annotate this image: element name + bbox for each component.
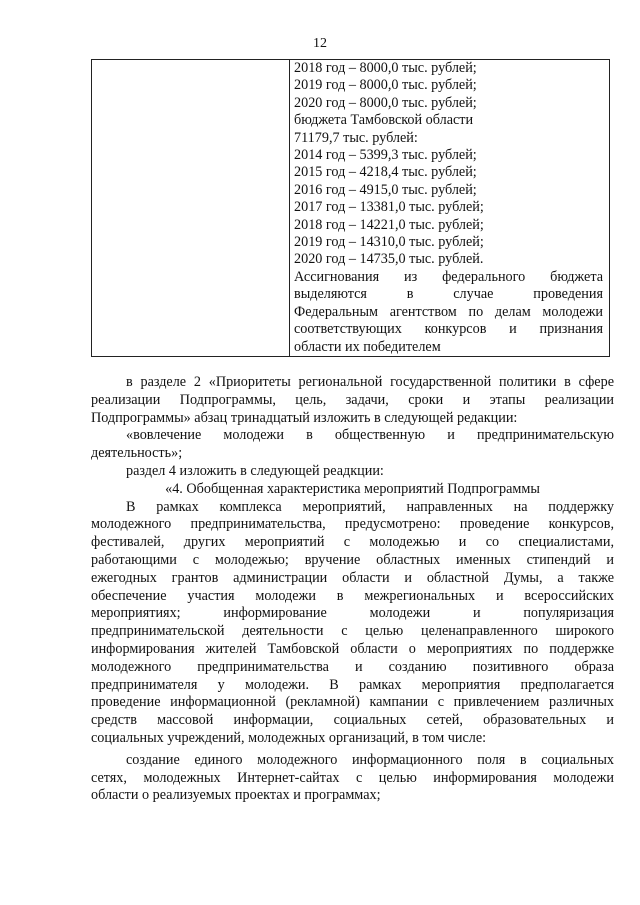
funding-line: 2018 год – 14221,0 тыс. рублей;: [294, 216, 484, 233]
text-line: в разделе 2 «Приоритеты региональной государственной политики в сфере: [126, 374, 614, 390]
federal-note-line: соответствующих конкурсов и признания: [294, 321, 603, 338]
federal-note-line: Федеральным агентством по делам молодежи: [294, 303, 603, 320]
funding-line: 2019 год – 14310,0 тыс. рублей;: [294, 234, 484, 251]
paragraph-quote-involvement: [91, 427, 614, 463]
text-line: предпринимателя у молодежи. В рамках мероприятия предполагается: [91, 676, 614, 693]
text-line: молодежного предпринимательства, предусмотрено: проведение конкурсов,: [91, 516, 614, 533]
text-line: фестивалей, других мероприятий с молодежью и со специалистами,: [91, 534, 614, 551]
funding-line: бюджета Тамбовской области: [294, 112, 474, 129]
text-line: средств массовой информации, социальных сетей, образовательных и: [91, 712, 614, 729]
text-line: области о реализуемых проектах и программах;: [91, 787, 381, 804]
text-line: раздел 4 изложить в следующей реадкции:: [126, 462, 384, 479]
funding-line: 2014 год – 5399,3 тыс. рублей;: [294, 147, 477, 164]
text-line: создание единого молодежного информационного поля в социальных: [126, 751, 614, 768]
federal-note-line: области их победителем: [294, 338, 441, 355]
text-line: «вовлечение молодежи в общественную и предпринимательскую: [126, 427, 614, 444]
text-line: реализации Подпрограммы, цель, задачи, сроки и этапы реализации: [91, 391, 614, 408]
funding-line: 2017 год – 13381,0 тыс. рублей;: [294, 199, 484, 216]
text-line: Подпрограммы» абзац тринадцатый изложить в следующей редакции:: [91, 409, 518, 426]
paragraph-section2-amendment: [91, 374, 614, 427]
paragraph-measures: [91, 499, 614, 748]
text-line: сетях, молодежных Интернет-сайтах с целью информирования молодежи: [91, 769, 614, 786]
text-line: деятельность»;: [91, 445, 183, 462]
funding-line: 2020 год – 14735,0 тыс. рублей.: [294, 251, 484, 268]
text-line: обеспечение участия молодежи в межрегиональных и всероссийских: [91, 587, 614, 604]
text-line: ежегодных грантов администрации области и областной Думы, а также: [91, 569, 614, 586]
paragraph-info-field: [91, 752, 614, 805]
text-line: социальных учреждений, молодежных организаций, в том числе:: [91, 729, 487, 746]
text-line: работающими с молодежью; вручение областных именных стипендий и: [91, 551, 614, 568]
table-cell-funding: [290, 60, 610, 357]
text-line: мероприятиях; информирование молодежи и популяризация: [91, 605, 614, 622]
funding-table: [91, 59, 610, 357]
funding-line: 2019 год – 8000,0 тыс. рублей;: [294, 77, 477, 94]
federal-note-line: выделяются в случае проведения: [294, 286, 603, 303]
text-line: молодежного предпринимательства и созданию позитивного образа: [91, 658, 614, 675]
table-row: [92, 60, 610, 357]
section-heading-text: «4. Обобщенная характеристика мероприятий Подпрограммы: [165, 480, 540, 497]
text-line: проведение информационной (рекламной) кампании с привлечением различных: [91, 694, 614, 711]
body-text: [91, 374, 614, 805]
text-line: В рамках комплекса мероприятий, направленных на поддержку: [126, 498, 614, 515]
page-number: 12: [313, 36, 327, 51]
paragraph-section4-amendment: [91, 463, 614, 481]
funding-line: 2020 год – 8000,0 тыс. рублей;: [294, 94, 477, 111]
funding-line: 2016 год – 4915,0 тыс. рублей;: [294, 181, 477, 198]
funding-line: 2015 год – 4218,4 тыс. рублей;: [294, 164, 477, 181]
text-line: информирования жителей Тамбовской области о мероприятиях по поддержке: [91, 640, 614, 657]
funding-line: 2018 год – 8000,0 тыс. рублей;: [294, 60, 477, 76]
federal-note-line: Ассигнования из федерального бюджета: [294, 268, 603, 285]
table-cell-empty: [92, 60, 290, 357]
funding-line: 71179,7 тыс. рублей:: [294, 129, 418, 146]
text-line: предпринимательской деятельности с целью целенаправленного широкого: [91, 623, 614, 640]
section-heading: [91, 481, 614, 499]
